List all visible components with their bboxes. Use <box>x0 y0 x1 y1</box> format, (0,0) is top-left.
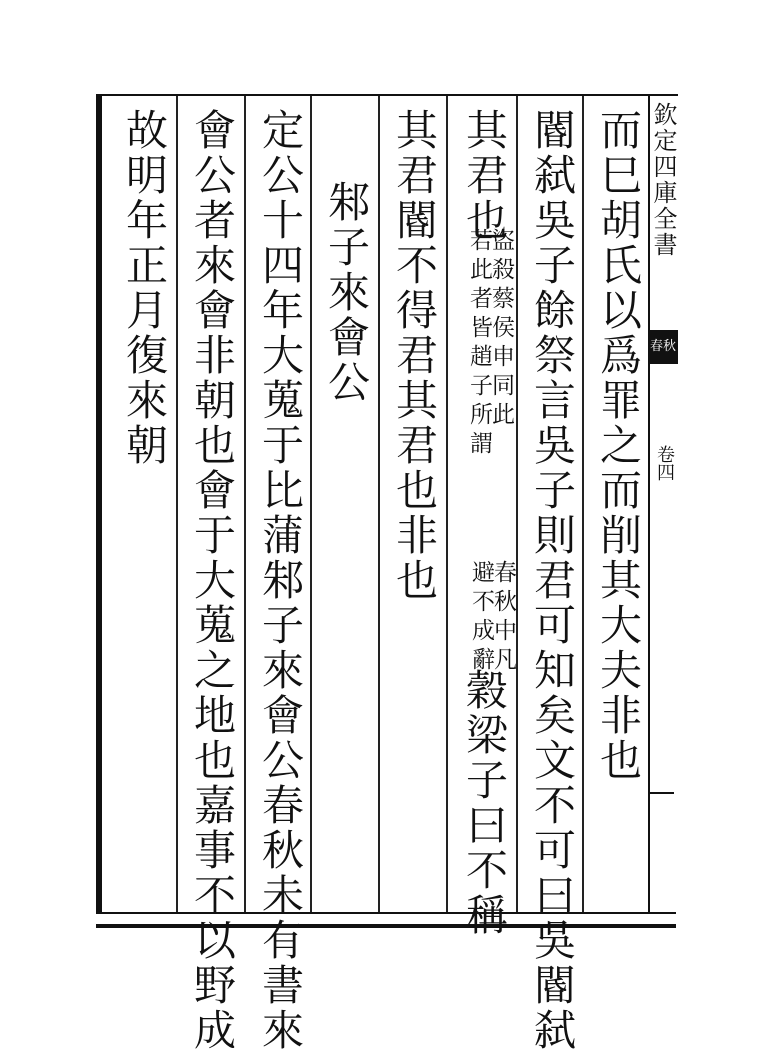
margin-rule <box>650 792 674 794</box>
annotation-note-left <box>446 228 490 460</box>
text-column-3: 其君也 <box>460 108 509 243</box>
annotation-line: 盜殺蔡侯申同此 <box>488 228 514 431</box>
annotation-line: 若此者皆趙子所謂 <box>466 228 492 460</box>
bottom-rule-thin <box>96 912 676 914</box>
annotation-note-left-2 <box>448 560 492 676</box>
text-column-1: 而巳胡氏以爲罪之而削其大夫非也 <box>594 108 643 783</box>
text-column-7: 會公者來會非朝也會于大蒐之地也嘉事不以野成 <box>188 108 237 1053</box>
column-divider <box>446 96 448 912</box>
text-column-4: 其君閽不得君其君也非也 <box>390 108 439 603</box>
column-divider <box>176 96 178 912</box>
column-divider <box>378 96 380 912</box>
text-column-2: 閽弑吳子餘祭言吳子則君可知矣文不可曰吳閽弑 <box>528 108 577 1053</box>
column-divider <box>516 96 518 912</box>
book-title: 欽定四庫全書 <box>649 102 677 258</box>
text-column-8: 故明年正月復來朝 <box>120 108 169 468</box>
text-column-5: 邾子來會公 <box>322 180 371 405</box>
annotation-line: 春秋中凡 <box>490 560 516 676</box>
text-column-6: 定公十四年大蒐于比蒲邾子來會公春秋未有書來 <box>256 108 305 1053</box>
bottom-rule-thick <box>96 924 676 928</box>
volume-label: 卷四 <box>654 445 675 481</box>
margin-tab: 春秋 <box>648 330 678 364</box>
annotation-line: 避不成辭 <box>468 560 494 676</box>
text-column-3-tail: 穀梁子曰不稱 <box>460 668 509 938</box>
column-divider <box>244 96 246 912</box>
column-divider <box>582 96 584 912</box>
column-divider <box>310 96 312 912</box>
